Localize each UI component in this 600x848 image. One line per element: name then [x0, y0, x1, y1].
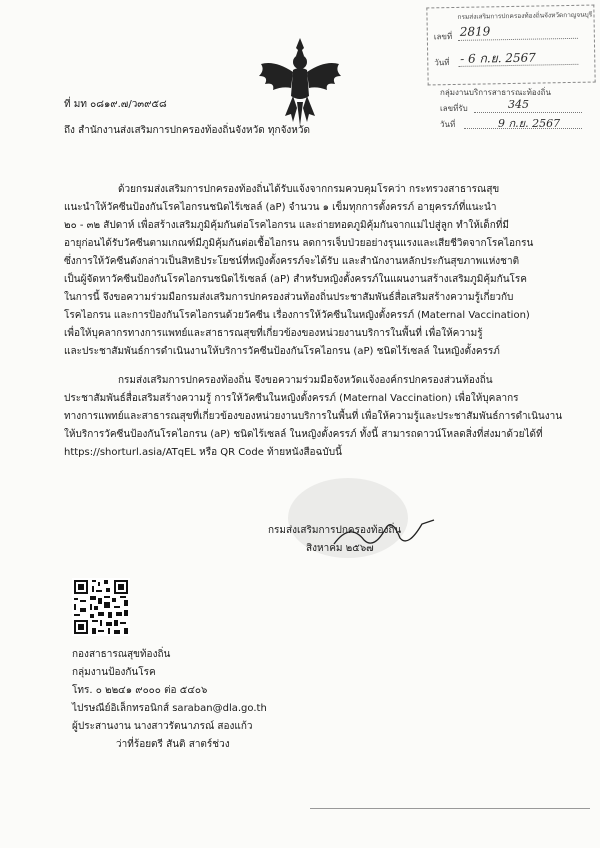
receipt-stamp-date-value: - 6 ก.ย. 2567: [460, 50, 536, 66]
para1-line: และประชาสัมพันธ์การดำเนินงานให้บริการวัคซีนป้องกันโรคไอกรน (aP) ชนิดไร้เซลล์ ในหญิงตั้งครรภ์: [64, 346, 500, 357]
receipt-stamp-2-number-value: 345: [508, 98, 529, 111]
receipt-stamp-2-number-label: เลขที่รับ: [440, 104, 468, 113]
para1-line: เป็นผู้จัดหาวัคซีนป้องกันโรคไอกรนชนิดไร้เซลล์ (aP) สำหรับหญิงตั้งครรภ์ในแผนงานสร้างเสริมภูมิคุ้มกันโรค: [64, 274, 527, 285]
qr-code-icon: [72, 578, 130, 636]
para1-line: อายุก่อนได้รับวัคซีนตามเกณฑ์มีภูมิคุ้มกันต่อเชื้อไอกรน ลดการเจ็บป่วยอย่างรุนแรงและเสียชีวิตจากโรคไอกรน: [64, 238, 534, 249]
receipt-stamp-2-header: กลุ่มงานบริการสาธารณะท้องถิ่น: [440, 88, 551, 97]
receipt-stamp-2-date-label: วันที่: [440, 120, 456, 129]
para2-line: ทางการแพทย์และสาธารณสุขที่เกี่ยวข้องของหน่วยงานบริการในพื้นที่ เพื่อให้ความรู้และประชาสัมพันธ์การดำเนินงาน: [64, 411, 563, 422]
signature-org: กรมส่งเสริมการปกครองท้องถิ่น: [268, 525, 402, 536]
footer-line: ว่าที่ร้อยตรี สันติ สาตร์ช่วง: [116, 739, 230, 750]
receipt-stamp-header: กรมส่งเสริมการปกครองท้องถิ่นจังหวัดกาญจนบุรี: [457, 10, 593, 21]
receipt-stamp: [426, 5, 595, 86]
signature-date: สิงหาคม ๒๕๖๗: [306, 543, 374, 554]
receipt-stamp-2: [440, 86, 590, 134]
footer-line: กลุ่มงานป้องกันโรค: [72, 667, 156, 678]
para2-line: https://shorturl.asia/ATqEL หรือ QR Code ท้ายหนังสือฉบับนี้: [64, 447, 342, 458]
para1-line: ซึ่งการให้วัคซีนดังกล่าวเป็นสิทธิประโยชน์ที่หญิงตั้งครรภ์จะได้รับ และสำนักงานหลักประกันสุขภาพแห่งชาติ: [64, 256, 520, 267]
para1-line: แนะนำให้วัคซีนป้องกันโรคไอกรนชนิดไร้เซลล์ (aP) จำนวน ๑ เข็มทุกการตั้งครรภ์ อายุครรภ์ที่แนะนำ: [64, 202, 497, 213]
garuda-emblem-icon: [255, 36, 345, 128]
para1-line: โรคไอกรน และการป้องกันโรคไอกรนด้วยวัคซีน เรื่องการให้วัคซีนในหญิงตั้งครรภ์ (Maternal Vaccination): [64, 310, 530, 321]
para1-line: ด้วยกรมส่งเสริมการปกครองท้องถิ่นได้รับแจ้งจากกรมควบคุมโรคว่า กระทรวงสาธารณสุข: [118, 184, 500, 195]
addressee-line: ถึง สำนักงานส่งเสริมการปกครองท้องถิ่นจังหวัด ทุกจังหวัด: [64, 125, 311, 136]
para1-line: ๒๐ - ๓๒ สัปดาห์ เพื่อสร้างเสริมภูมิคุ้มกันต่อโรคไอกรน และถ่ายทอดภูมิคุ้มกันจากแม่ไปสู่ลูก ทำให้เด็กที่มี: [64, 220, 509, 231]
footer-line: ไปรษณีย์อิเล็กทรอนิกส์ saraban@dla.go.th: [72, 703, 267, 714]
para1-line: ในการนี้ จึงขอความร่วมมือกรมส่งเสริมการปกครองส่วนท้องถิ่นประชาสัมพันธ์สื่อเสริมสร้างความรู้เกี่ยวกับ: [64, 292, 514, 303]
bottom-divider: [310, 808, 590, 809]
para2-line: กรมส่งเสริมการปกครองท้องถิ่น จึงขอความร่วมมือจังหวัดแจ้งองค์กรปกครองส่วนท้องถิ่น: [118, 375, 493, 386]
footer-line: โทร. ๐ ๒๒๔๑ ๙๐๐๐ ต่อ ๕๔๐๖: [72, 685, 208, 696]
para1-line: เพื่อให้บุคลากรทางการแพทย์และสาธารณสุขที่เกี่ยวข้องของหน่วยงานบริการในพื้นที่ เพื่อให้ความรู้: [64, 328, 483, 339]
footer-line: ผู้ประสานงาน นางสาวรัตนาภรณ์ สองแก้ว: [72, 721, 253, 732]
para2-line: ให้บริการวัคซีนป้องกันโรคไอกรน (aP) ชนิดไร้เซลล์ ในหญิงตั้งครรภ์ ทั้งนี้ สามารถดาวน์โหลดสิ่งที่ส่งมาด้วยได้ที่: [64, 429, 543, 440]
receipt-stamp-2-date-value: 9 ก.ย. 2567: [498, 117, 561, 130]
handwritten-signature: [330, 514, 440, 554]
receipt-stamp-number-label: เลขที่: [433, 32, 453, 42]
para2-line: ประชาสัมพันธ์สื่อเสริมสร้างความรู้ การให้วัคซีนในหญิงตั้งครรภ์ (Maternal Vaccination) เพื่อให้บุคลากร: [64, 393, 519, 404]
receipt-stamp-number-value: 2819: [459, 24, 491, 39]
reference-number: ที่ มท ๐๘๑๙.๗/ว๓๙๕๘: [64, 99, 167, 110]
footer-line: กองสาธารณสุขท้องถิ่น: [72, 649, 171, 660]
receipt-stamp-date-label: วันที่: [434, 58, 450, 68]
